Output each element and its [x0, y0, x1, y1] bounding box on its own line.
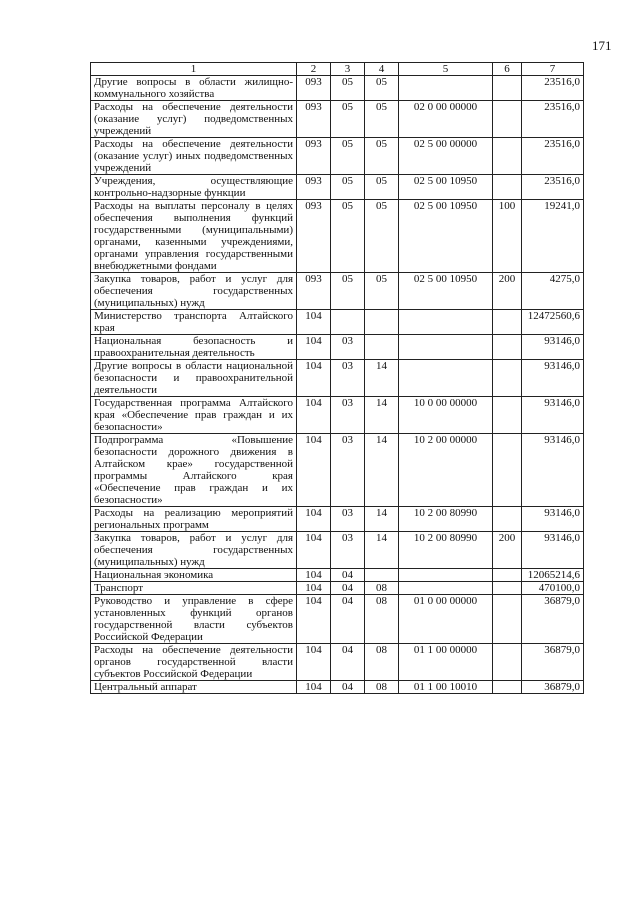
target-article-cell: 02 0 00 00000 — [399, 101, 493, 138]
target-article-cell — [399, 310, 493, 335]
table-row — [91, 582, 584, 595]
column-header-3: 3 — [331, 63, 365, 76]
ministry-code-cell: 104 — [297, 569, 331, 582]
amount-cell: 93146,0 — [522, 360, 584, 397]
amount-cell: 93146,0 — [522, 434, 584, 507]
subsection-cell: 08 — [365, 681, 399, 694]
table-row — [91, 532, 584, 569]
subsection-cell: 05 — [365, 76, 399, 101]
subsection-cell: 14 — [365, 532, 399, 569]
expense-type-cell: 200 — [493, 532, 522, 569]
item-name-cell: Расходы на обеспечение деятельности органов государственной власти субъектов Российской Федерации — [91, 644, 297, 681]
target-article-cell: 02 5 00 00000 — [399, 138, 493, 175]
ministry-code-cell: 093 — [297, 200, 331, 273]
column-header-2: 2 — [297, 63, 331, 76]
section-cell: 05 — [331, 175, 365, 200]
section-cell: 03 — [331, 397, 365, 434]
subsection-cell: 08 — [365, 582, 399, 595]
amount-cell: 12065214,6 — [522, 569, 584, 582]
amount-cell: 23516,0 — [522, 175, 584, 200]
subsection-cell — [365, 569, 399, 582]
budget-table — [90, 62, 584, 694]
item-name-cell: Закупка товаров, работ и услуг для обеспечения государственных (муниципальных) нужд — [91, 532, 297, 569]
ministry-code-cell: 093 — [297, 138, 331, 175]
subsection-cell: 08 — [365, 595, 399, 644]
expense-type-cell — [493, 582, 522, 595]
amount-cell: 23516,0 — [522, 76, 584, 101]
subsection-cell: 14 — [365, 507, 399, 532]
table-row — [91, 138, 584, 175]
amount-cell: 19241,0 — [522, 200, 584, 273]
section-cell: 04 — [331, 569, 365, 582]
table-row — [91, 310, 584, 335]
subsection-cell — [365, 310, 399, 335]
amount-cell: 93146,0 — [522, 507, 584, 532]
table-row — [91, 76, 584, 101]
expense-type-cell — [493, 101, 522, 138]
item-name-cell: Другие вопросы в области национальной безопасности и правоохранительной деятельности — [91, 360, 297, 397]
table-row — [91, 397, 584, 434]
expense-type-cell — [493, 644, 522, 681]
table-row — [91, 507, 584, 532]
section-cell: 03 — [331, 434, 365, 507]
table-row — [91, 101, 584, 138]
section-cell: 04 — [331, 582, 365, 595]
ministry-code-cell: 104 — [297, 360, 331, 397]
expense-type-cell — [493, 138, 522, 175]
item-name-cell: Закупка товаров, работ и услуг для обеспечения государственных (муниципальных) нужд — [91, 273, 297, 310]
table-row — [91, 200, 584, 273]
target-article-cell: 02 5 00 10950 — [399, 273, 493, 310]
column-header-1: 1 — [91, 63, 297, 76]
subsection-cell — [365, 335, 399, 360]
target-article-cell: 01 1 00 10010 — [399, 681, 493, 694]
column-header-4: 4 — [365, 63, 399, 76]
amount-cell: 23516,0 — [522, 138, 584, 175]
ministry-code-cell: 104 — [297, 310, 331, 335]
item-name-cell: Расходы на обеспечение деятельности (оказание услуг) иных подведомственных учреждений — [91, 138, 297, 175]
ministry-code-cell: 104 — [297, 532, 331, 569]
section-cell: 03 — [331, 507, 365, 532]
item-name-cell: Учреждения, осуществляющие контрольно-надзорные функции — [91, 175, 297, 200]
table-row — [91, 681, 584, 694]
ministry-code-cell: 104 — [297, 434, 331, 507]
subsection-cell: 05 — [365, 273, 399, 310]
amount-cell: 36879,0 — [522, 595, 584, 644]
subsection-cell: 05 — [365, 175, 399, 200]
expense-type-cell — [493, 434, 522, 507]
table-body — [91, 76, 584, 694]
item-name-cell: Министерство транспорта Алтайского края — [91, 310, 297, 335]
ministry-code-cell: 093 — [297, 175, 331, 200]
expense-type-cell — [493, 681, 522, 694]
ministry-code-cell: 104 — [297, 582, 331, 595]
section-cell: 03 — [331, 360, 365, 397]
ministry-code-cell: 093 — [297, 101, 331, 138]
ministry-code-cell: 104 — [297, 681, 331, 694]
target-article-cell — [399, 360, 493, 397]
table-row — [91, 273, 584, 310]
ministry-code-cell: 104 — [297, 507, 331, 532]
target-article-cell: 10 2 00 00000 — [399, 434, 493, 507]
amount-cell: 470100,0 — [522, 582, 584, 595]
expense-type-cell — [493, 175, 522, 200]
page-number: 171 — [592, 38, 612, 53]
expense-type-cell — [493, 360, 522, 397]
table-row — [91, 360, 584, 397]
expense-type-cell — [493, 595, 522, 644]
subsection-cell: 08 — [365, 644, 399, 681]
section-cell: 04 — [331, 595, 365, 644]
target-article-cell — [399, 582, 493, 595]
item-name-cell: Транспорт — [91, 582, 297, 595]
subsection-cell: 14 — [365, 360, 399, 397]
section-cell: 05 — [331, 101, 365, 138]
expense-type-cell — [493, 569, 522, 582]
column-header-6: 6 — [493, 63, 522, 76]
item-name-cell: Государственная программа Алтайского края «Обеспечение прав граждан и их безопасности» — [91, 397, 297, 434]
item-name-cell: Другие вопросы в области жилищно-коммунального хозяйства — [91, 76, 297, 101]
amount-cell: 4275,0 — [522, 273, 584, 310]
amount-cell: 93146,0 — [522, 397, 584, 434]
expense-type-cell: 200 — [493, 273, 522, 310]
section-cell: 04 — [331, 644, 365, 681]
subsection-cell: 14 — [365, 434, 399, 507]
section-cell: 03 — [331, 532, 365, 569]
amount-cell: 93146,0 — [522, 532, 584, 569]
section-cell: 03 — [331, 335, 365, 360]
table-row — [91, 595, 584, 644]
section-cell: 04 — [331, 681, 365, 694]
ministry-code-cell: 104 — [297, 335, 331, 360]
expense-type-cell — [493, 76, 522, 101]
expense-type-cell: 100 — [493, 200, 522, 273]
target-article-cell — [399, 76, 493, 101]
item-name-cell: Центральный аппарат — [91, 681, 297, 694]
amount-cell: 93146,0 — [522, 335, 584, 360]
table-row — [91, 175, 584, 200]
section-cell: 05 — [331, 200, 365, 273]
subsection-cell: 05 — [365, 138, 399, 175]
table-row — [91, 569, 584, 582]
item-name-cell: Расходы на выплаты персоналу в целях обеспечения выполнения функций государственными (муниципальными) органами, казенными учреждениями, органами управления государственными внебюджетными фондами — [91, 200, 297, 273]
subsection-cell: 05 — [365, 101, 399, 138]
item-name-cell: Руководство и управление в сфере установленных функций органов государственной власти субъектов Российской Федерации — [91, 595, 297, 644]
table-header-row — [91, 63, 584, 76]
target-article-cell: 02 5 00 10950 — [399, 175, 493, 200]
target-article-cell: 01 0 00 00000 — [399, 595, 493, 644]
expense-type-cell — [493, 507, 522, 532]
column-header-5: 5 — [399, 63, 493, 76]
ministry-code-cell: 104 — [297, 595, 331, 644]
item-name-cell: Расходы на реализацию мероприятий региональных программ — [91, 507, 297, 532]
target-article-cell: 10 2 00 80990 — [399, 532, 493, 569]
table-row — [91, 644, 584, 681]
subsection-cell: 05 — [365, 200, 399, 273]
amount-cell: 36879,0 — [522, 644, 584, 681]
column-header-7: 7 — [522, 63, 584, 76]
amount-cell: 23516,0 — [522, 101, 584, 138]
item-name-cell: Расходы на обеспечение деятельности (оказание услуг) подведомственных учреждений — [91, 101, 297, 138]
ministry-code-cell: 093 — [297, 273, 331, 310]
section-cell — [331, 310, 365, 335]
target-article-cell — [399, 569, 493, 582]
amount-cell: 36879,0 — [522, 681, 584, 694]
amount-cell: 12472560,6 — [522, 310, 584, 335]
expense-type-cell — [493, 335, 522, 360]
target-article-cell: 02 5 00 10950 — [399, 200, 493, 273]
section-cell: 05 — [331, 76, 365, 101]
table-row — [91, 434, 584, 507]
ministry-code-cell: 093 — [297, 76, 331, 101]
section-cell: 05 — [331, 138, 365, 175]
target-article-cell: 10 2 00 80990 — [399, 507, 493, 532]
subsection-cell: 14 — [365, 397, 399, 434]
target-article-cell: 01 1 00 00000 — [399, 644, 493, 681]
expense-type-cell — [493, 310, 522, 335]
target-article-cell: 10 0 00 00000 — [399, 397, 493, 434]
item-name-cell: Национальная экономика — [91, 569, 297, 582]
expense-type-cell — [493, 397, 522, 434]
item-name-cell: Национальная безопасность и правоохранительная деятельность — [91, 335, 297, 360]
target-article-cell — [399, 335, 493, 360]
table-row — [91, 335, 584, 360]
ministry-code-cell: 104 — [297, 644, 331, 681]
ministry-code-cell: 104 — [297, 397, 331, 434]
item-name-cell: Подпрограмма «Повышение безопасности дорожного движения в Алтайском крае» государственной программы Алтайского края «Обеспечение прав граждан и их безопасности» — [91, 434, 297, 507]
section-cell: 05 — [331, 273, 365, 310]
